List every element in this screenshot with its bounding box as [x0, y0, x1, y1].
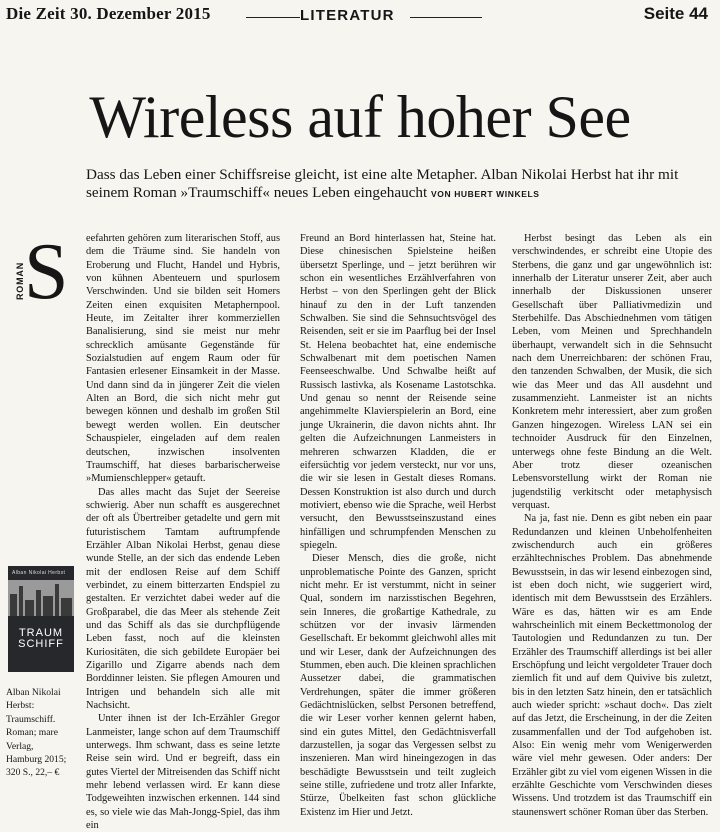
paragraph: Na ja, fast nie. Denn es gibt neben ein paar Redundanzen und kleinen Unbeholfenheiten zwischendurch auch ein größeres erzähltechnisches Problem. Das abnehmende Bewusstsein, in das wir lesend einbezogen sind, ist eben doch nicht, wie suggeriert wird, identisch mit dem Bewusstsein des Erzählers. Wäre es das, hätten wir es am Ende wahrscheinlich mit einem Beckettmonolog der Tautologien und Redundanzen zu tun. Der Erzähler des Traumschiff allerdings ist bei aller Erschöpfung und leicht vergoldeter Trauer doch ziemlich fit und auf dem Quivive bis zuletzt, bis in den letzten Satz hinein, den er tatsächlich auch wieder spricht: »schaut doch«. Das zielt auf das Jetzt, die Erscheinung, in der die Zeiten zusammenfallen und der Tod aufgehoben ist. Also: Ein wenig mehr vom Wenigerwerden wäre viel mehr gewesen. Oder anders: Der Erzähler gibt zu viel vom eigenen Wissen in die erzählte Geschichte vom Verschwinden dieses Wissens. Und trotzdem ist das Traumschiff ein staunenswert schöner Roman über das Sterben.: [512, 513, 712, 818]
drop-cap: S: [24, 228, 69, 316]
paragraph: Herbst besingt das Leben als ein verschwindendes, er schreibt eine Utopie des Sterbens, die ganz und gar ungewöhnlich ist: innerhalb der Literatur unserer Zeit, aber auch innerhalb der Diskussionen unserer Gesellschaft über Palliativmedizin und Sterbehilfe. Das Abschiednehmen vom tätigen Leben, vom Meinen und Sprechhandeln überhaupt, verwandelt sich in die Sehnsucht nach dem Unerreichbaren: der schönen Frau, den tanzenden Schwalben, der Musik, die sich wie das Meer und das All ausdehnt und zusammenzieht. Lanmeister ist an nichts Konkretem mehr interessiert, aber zum großen Ganzen hingezogen. Wireless LAN sei ein technoider Ausdruck für den Einzelnen, unterwegs ohne feste Bindung an die Welt. Aber trotz dieser ozeanischen Lebensvorstellung wirkt der Roman nie jugendstilig verkitscht oder metaphysisch verquast.: [512, 233, 712, 511]
book-info-line: Herbst:: [6, 700, 35, 712]
book-info: [6, 686, 74, 780]
cover-title: [8, 628, 74, 650]
subtitle-text: Dass das Leben einer Schiffsreise gleicht, ist eine alte Metapher. Alban Nikolai Herbst hat ihr mit seinem Roman »Traumschiff« neues Leben eingehaucht: [86, 166, 679, 201]
newspaper-date: Die Zeit 30. Dezember 2015: [6, 4, 211, 23]
paragraph: eefahrten gehören zum literarischen Stoff, aus dem die Träume sind. Sie handeln von Eroberung und Flucht, Handel und Hybris, von kühnen Abenteuern und spurlosem Verschwinden. Und sie bilden seit Homers Zeiten einen exquisiten Metaphernpool. Heute, im Zeitalter ihrer kommerziellen Banalisierung, sind sie meist nur mehr schrecklich amüsante Gegenstände für Sozialstudien auf engem Raum oder für Fantasien erlesener Einsamkeit in der Masse. Und dann sind da in jüngerer Zeit die vielen Alten an Bord, die sich nicht mehr gut bewegen können und deshalb im großen Stil bewegt werden wollen. Ein deutscher Schauspieler, eingeladen auf dem realen deutschen, inzwischen insolventen Traumschiff, hat dieses barbarischerweise »Mumienschlepper« getauft.: [86, 233, 280, 485]
section-label: LITERATUR: [300, 7, 395, 24]
genre-label: ROMAN: [15, 262, 25, 300]
article-column-3: [512, 232, 712, 819]
paragraph: Das alles macht das Sujet der Seereise schwierig. Aber nun schafft es ausgerechnet der oft als Übertreiber getadelte und gern mit futuristischem Tamtam auftrumpfende Erzähler Alban Nikolai Herbst, genau diese wunde Stelle, an der sich das endende Leben mit der endlosen Reise auf dem Schiff verbindet, zu einem bitterzarten Endspiel zu gestalten. Er verzichtet dabei weder auf die Großparabel, die das Meer als stehende Zeit und das Schiff als das sie durchpflügende Leben fasst, noch auf die kleinsten Kuriositäten, die sich gebildete Europäer bei Zigarillo und Zigarre abends nach dem Borddinner leisten. Sie pflegen Amouren und Intrigen und behandeln sich alle mit Nachsicht.: [86, 486, 280, 712]
article-subtitle: [86, 166, 692, 203]
cover-skyline-image: [8, 580, 74, 616]
header-rule-left: [246, 17, 300, 18]
book-info-line: Verlag,: [6, 740, 34, 752]
cover-title-line1: TRAUM: [18, 627, 64, 639]
article-column-2: [300, 232, 496, 819]
article-column-1: [86, 232, 280, 832]
book-cover-image: [8, 566, 74, 672]
book-info-line: Roman; mare: [6, 727, 58, 739]
book-info-line: Alban Nikolai: [6, 687, 61, 698]
cover-title-line2: SCHIFF: [18, 638, 64, 650]
paragraph: Freund an Bord hinterlassen hat, Steine hat. Diese chinesischen Spielsteine heißen übersetzt Sperlinge, und – jetzt berühren wir schon ein wesentliches Erzählverfahren von Herbst – von den Sperlingen geht der Blick hinauf zu den in der Luft tanzenden Schwalben. Sie sind die Sehnsuchtsvögel des Reisenden, seit er sie im Paarflug bei der Insel St. Helena beobachtet hat, eine endemische Schwalbenart mit dem poetischen Namen Feenseeschwalbe. Und Schwalbe heißt auf Russisch lastivka, als Kosename Lastotschka. Und genau so nennt der Reisende seine angehimmelte Klavierspielerin an Bord, eine junge Ukrainerin, die davon nichts ahnt. Ihr gelten die Aufzeichnungen Lanmeisters in mehreren schwarzen Kladden, die er eifersüchtig vor jedem versteckt, nur vor uns, die wir sie lesen in Gestalt dieses Romans. Dessen Konstruktion ist also durch und durch motiviert, ebenso wie die Sprache, weil Herbst versucht, den Bewusstseinszustand eines hinfälligen und schrumpfenden Menschen zu spiegeln.: [300, 233, 496, 551]
paragraph: Dieser Mensch, dies die große, nicht unproblematische Pointe des Ganzen, spricht nicht mehr. Er ist verstummt, nicht in seiner Qual, sondern im narzisstischen Begehren, sein Inneres, die großartige Kathedrale, zu schützen vor der invasiv lärmenden Gesellschaft. Er bekommt gleichwohl alles mit und wir Leser, dank der Aufzeichnungen des Stummen, eben auch. Die kleinen sprachlichen Aussetzer dabei, die grammatischen Verdrehungen, später die immer größeren Gedächtnislücken, selbst Personen betreffend, die wir Leser vorher kennen gelernt haben, sind ein gutes Mittel, den Gedächtnisverfall darzustellen, ja sogar das Vergessen selbst zu inszenieren. Man wird hineingezogen in das beschädigte Bewusstsein und teilt zugleich seine stille, zufriedene und trotz aller Infarkte, Stürze, Übelkeiten fast schon glückliche Existenz im Hier und Jetzt.: [300, 553, 496, 818]
book-info-line: Hamburg 2015;: [6, 754, 67, 766]
header-rule-right: [410, 17, 482, 18]
page-number: Seite 44: [643, 4, 708, 23]
book-info-line: 320 S., 22,– €: [6, 767, 60, 779]
paragraph: Unter ihnen ist der Ich-Erzähler Gregor Lanmeister, lange schon auf dem Traumschiff unterwegs. Ihm schwant, dass es seine letzte Reise sein wird. Und er begreift, dass ein gutes Viertel der Mitreisenden das Schiff nicht mehr lebend verlassen wird. Er kann diese Todgeweihten inzwischen erkennen. 144 sind es, so viele wie das Mah-Jongg-Spiel, das ihm ein: [86, 713, 280, 832]
page-header: [0, 0, 720, 36]
article-title: Wireless auf hoher See: [89, 84, 631, 150]
cover-author: Alban Nikolai Herbst: [12, 570, 66, 576]
book-info-line: Traumschiff.: [6, 713, 56, 725]
byline: VON HUBERT WINKELS: [431, 189, 540, 199]
